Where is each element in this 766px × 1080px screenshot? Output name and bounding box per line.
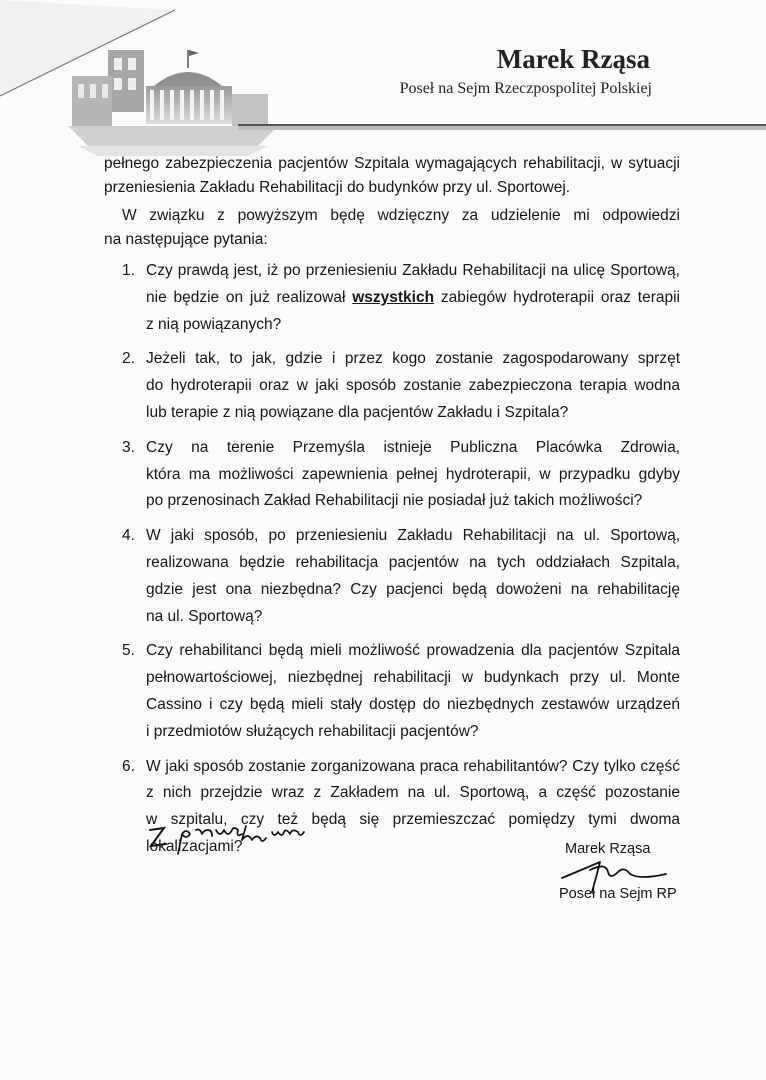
text-line: Czy na terenie Przemyśla istnieje Publiczna Placówka Zdrowia, [146, 438, 680, 456]
text-line: która ma możliwości zapewnienia pełnej hydroterapii, w przypadku gdyby [146, 465, 680, 483]
text-line: i przedmiotów służących rehabilitacji pacjentów? [146, 722, 479, 740]
text-line: pełnowartościowej, niezbędnej rehabilitacji w budynkach przy ul. Monte [146, 669, 680, 687]
question-item [122, 638, 680, 745]
header-subtitle: Poseł na Sejm Rzeczpospolitej Polskiej [399, 80, 652, 97]
text-line: przeniesienia Zakładu Rehabilitacji do budynków przy ul. Sportowej. [104, 179, 571, 196]
text-line: z nią powiązanych? [146, 315, 282, 333]
signer-title: Poseł na Sejm RP [559, 886, 677, 902]
text-line: W jaki sposób, po przeniesieniu Zakładu Rehabilitacji na ul. Sportową, [146, 527, 680, 545]
text-line: na ul. Sportową? [146, 607, 263, 625]
question-number: 1. [122, 262, 135, 279]
text-line: lokalizacjami? [146, 837, 243, 855]
text-line: Cassino i czy będą mieli stały dostęp do niezbędnych zestawów urządzeń [146, 695, 680, 713]
text-line: Czy rehabilitanci będą mieli możliwość prowadzenia dla pacjentów Szpitala [146, 642, 680, 660]
question-number: 3. [122, 438, 135, 456]
question-number: 4. [122, 527, 135, 545]
text-line [146, 285, 680, 312]
handwritten-closing [148, 820, 328, 860]
question-number: 5. [122, 642, 135, 660]
question-item [122, 523, 680, 630]
text-line: Jeżeli tak, to jak, gdzie i przez kogo zostanie zagospodarowany sprzęt [146, 350, 680, 368]
question-number: 6. [122, 757, 135, 775]
question-number: 2. [122, 350, 135, 368]
sejm-building-logo [68, 28, 278, 158]
question-list [122, 258, 680, 869]
text-line: po przenosinach Zakład Rehabilitacji nie posiadał już takich możliwości? [146, 492, 643, 510]
text-line: W związku z powyższym będę wdzięczny za udzielenie mi odpowiedzi [122, 207, 680, 224]
text-line: z nich przejdzie wraz z Zakładem na ul. Sportową, a część pozostanie [146, 784, 680, 802]
text-fragment: nie będzie on już realizował [146, 288, 353, 306]
text-line: gdzie jest ona niezbędna? Czy pacjenci będą dowożeni na rehabilitację [146, 580, 680, 598]
question-item [122, 435, 680, 515]
text-line: w szpitalu, czy też będą się przemieszczać pomiędzy tymi dwoma [146, 811, 680, 829]
question-item [122, 346, 680, 426]
text-line: realizowana będzie rehabilitacja pacjentów na tych oddziałach Szpitala, [146, 553, 680, 571]
header-name: Marek Rząsa [496, 44, 650, 74]
text-line: pełnego zabezpieczenia pacjentów Szpitala wymagających rehabilitacji, w sytuacji [104, 155, 680, 172]
header-divider [238, 124, 766, 130]
paragraph-intro [104, 152, 680, 200]
text-line: W jaki sposób zostanie zorganizowana praca rehabilitantów? Czy tylko część [146, 757, 680, 775]
signer-name: Marek Rząsa [565, 841, 651, 857]
question-item [122, 258, 680, 338]
emphasized-word: wszystkich [352, 288, 435, 306]
text-line: na następujące pytania: [104, 231, 268, 248]
text-line: lub terapie z nią powiązane dla pacjentów Zakładu i Szpitala? [146, 403, 569, 421]
text-line: do hydroterapii oraz w jaki sposób zostanie zabezpieczona terapia wodna [146, 377, 680, 395]
text-fragment: zabiegów hydroterapii oraz terapii [434, 288, 680, 306]
paragraph-request [104, 204, 680, 252]
text-line: Czy prawdą jest, iż po przeniesieniu Zakładu Rehabilitacji na ulicę Sportową, [146, 262, 680, 279]
